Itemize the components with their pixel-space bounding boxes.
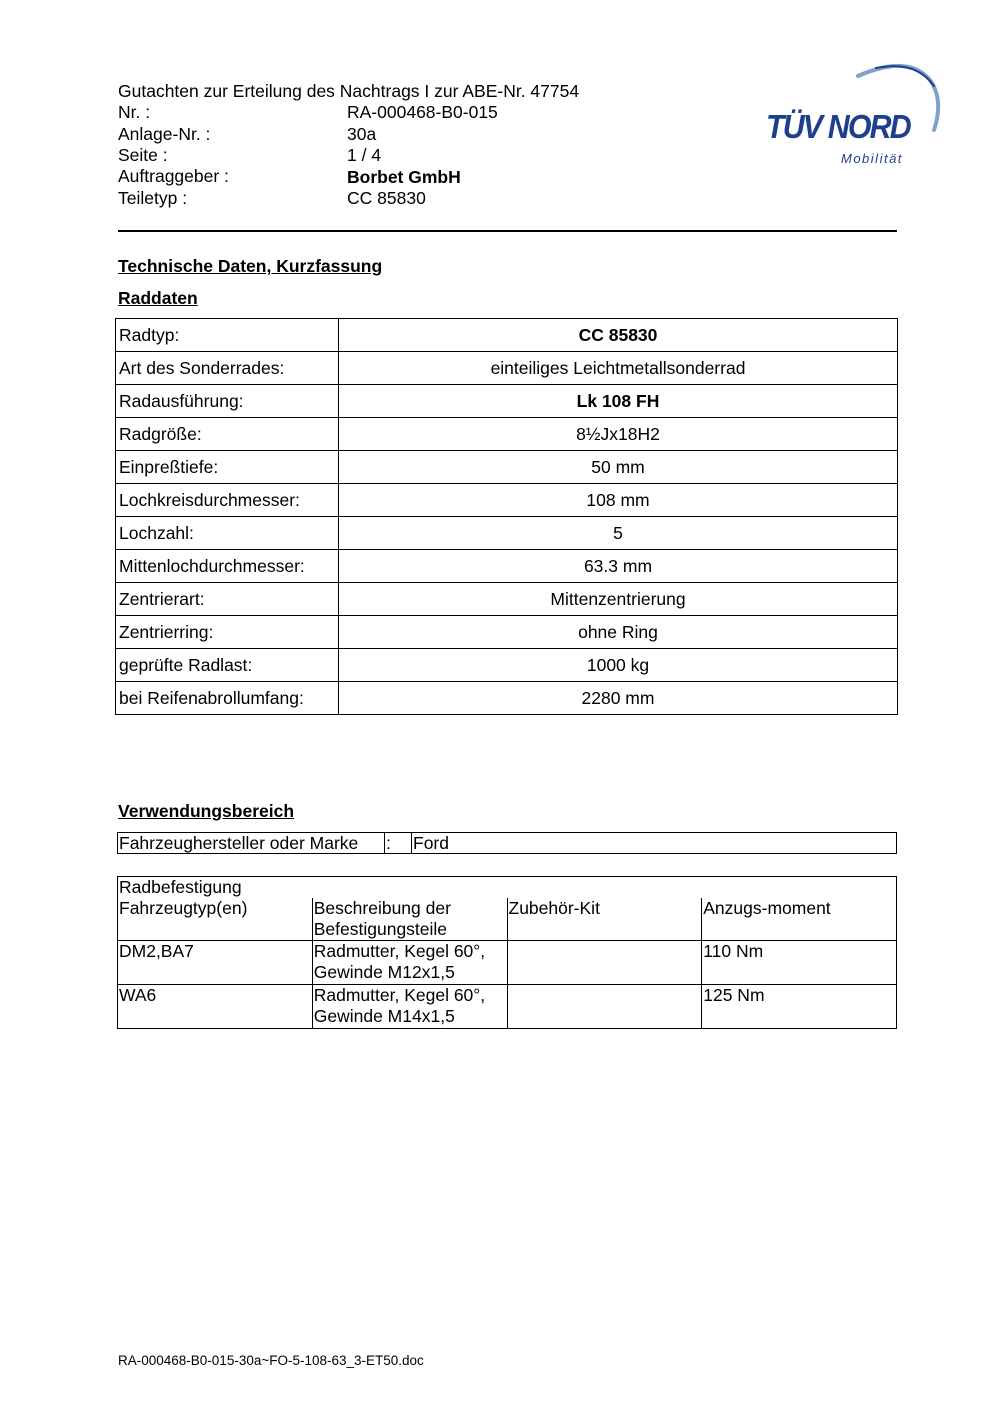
- rolling-circumference-label: bei Reifenabrollumfang:: [116, 682, 339, 715]
- fixing-description-cell: Radmutter, Kegel 60°, Gewinde M12x1,5: [312, 941, 507, 985]
- usage-heading: Verwendungsbereich: [118, 801, 295, 821]
- client-label: Auftraggeber :: [118, 166, 229, 186]
- centering-ring-label: Zentrierring:: [116, 616, 339, 649]
- column-header-accessory-kit: Zubehör-Kit: [507, 898, 702, 941]
- manufacturer-value: Ford: [412, 833, 897, 854]
- table-row: [116, 616, 898, 649]
- manufacturer-label: Fahrzeughersteller oder Marke: [118, 833, 385, 854]
- pcd-value: 108 mm: [339, 484, 898, 517]
- table-row: [116, 319, 898, 352]
- table-row: [116, 517, 898, 550]
- wheel-size-value: 8½Jx18H2: [339, 418, 898, 451]
- table-row: [116, 484, 898, 517]
- logo-wordmark: TÜV NORD: [766, 108, 910, 145]
- footer-filename: RA-000468-B0-015-30a~FO-5-108-63_3-ET50.doc: [118, 1353, 424, 1368]
- document-title: Gutachten zur Erteilung des Nachtrags I zur ABE-Nr. 47754: [118, 81, 580, 101]
- report-number-label: Nr. :: [118, 102, 151, 122]
- report-number-value: RA-000468-B0-015: [347, 102, 498, 122]
- column-header-description: Beschreibung der Befestigungsteile: [312, 898, 507, 941]
- table-row: [116, 352, 898, 385]
- page-label: Seite :: [118, 145, 168, 165]
- logo-subtitle: Mobilität: [841, 151, 903, 166]
- table-row: [118, 833, 897, 854]
- table-row: [116, 583, 898, 616]
- wheel-fixing-title: Radbefestigung: [118, 877, 897, 899]
- wheel-type-label: Radtyp:: [116, 319, 339, 352]
- centering-type-label: Zentrierart:: [116, 583, 339, 616]
- torque-cell: 110 Nm: [702, 941, 897, 985]
- part-type-label: Teiletyp :: [118, 188, 188, 208]
- part-type-value: CC 85830: [347, 188, 426, 208]
- offset-value: 50 mm: [339, 451, 898, 484]
- wheel-type-value: CC 85830: [339, 319, 898, 352]
- table-row: [116, 649, 898, 682]
- table-row: [118, 941, 897, 985]
- technical-data-heading: Technische Daten, Kurzfassung: [118, 256, 383, 276]
- table-row: [118, 985, 897, 1029]
- column-header-torque: Anzugs-moment: [702, 898, 897, 941]
- offset-label: Einpreßtiefe:: [116, 451, 339, 484]
- manufacturer-separator: :: [385, 833, 412, 854]
- table-title-row: [118, 877, 897, 899]
- accessory-kit-cell: [507, 941, 702, 985]
- tested-load-label: geprüfte Radlast:: [116, 649, 339, 682]
- table-row: [116, 418, 898, 451]
- vehicle-type-cell: DM2,BA7: [118, 941, 313, 985]
- tested-load-value: 1000 kg: [339, 649, 898, 682]
- pcd-label: Lochkreisdurchmesser:: [116, 484, 339, 517]
- centering-ring-value: ohne Ring: [339, 616, 898, 649]
- client-value: Borbet GmbH: [347, 167, 461, 187]
- center-bore-label: Mittenlochdurchmesser:: [116, 550, 339, 583]
- table-row: [116, 451, 898, 484]
- table-row: [116, 682, 898, 715]
- table-header-row: [118, 898, 897, 941]
- wheel-kind-label: Art des Sonderrades:: [116, 352, 339, 385]
- center-bore-value: 63.3 mm: [339, 550, 898, 583]
- manufacturer-table: [117, 832, 897, 854]
- table-row: [116, 385, 898, 418]
- attachment-number-value: 30a: [347, 124, 377, 144]
- column-header-vehicle-type: Fahrzeugtyp(en): [118, 898, 313, 941]
- fixing-description-cell: Radmutter, Kegel 60°, Gewinde M14x1,5: [312, 985, 507, 1029]
- wheel-version-value: Lk 108 FH: [339, 385, 898, 418]
- wheel-version-label: Radausführung:: [116, 385, 339, 418]
- wheel-data-heading: Raddaten: [118, 288, 198, 308]
- torque-cell: 125 Nm: [702, 985, 897, 1029]
- page-value: 1 / 4: [347, 145, 382, 165]
- table-row: [116, 550, 898, 583]
- bolt-count-value: 5: [339, 517, 898, 550]
- vehicle-type-cell: WA6: [118, 985, 313, 1029]
- wheel-fixing-table: [117, 876, 897, 1029]
- rolling-circumference-value: 2280 mm: [339, 682, 898, 715]
- wheel-size-label: Radgröße:: [116, 418, 339, 451]
- bolt-count-label: Lochzahl:: [116, 517, 339, 550]
- centering-type-value: Mittenzentrierung: [339, 583, 898, 616]
- wheel-data-table: [115, 318, 898, 715]
- attachment-number-label: Anlage-Nr. :: [118, 124, 211, 144]
- accessory-kit-cell: [507, 985, 702, 1029]
- header-divider: [118, 230, 897, 232]
- wheel-kind-value: einteiliges Leichtmetallsonderrad: [339, 352, 898, 385]
